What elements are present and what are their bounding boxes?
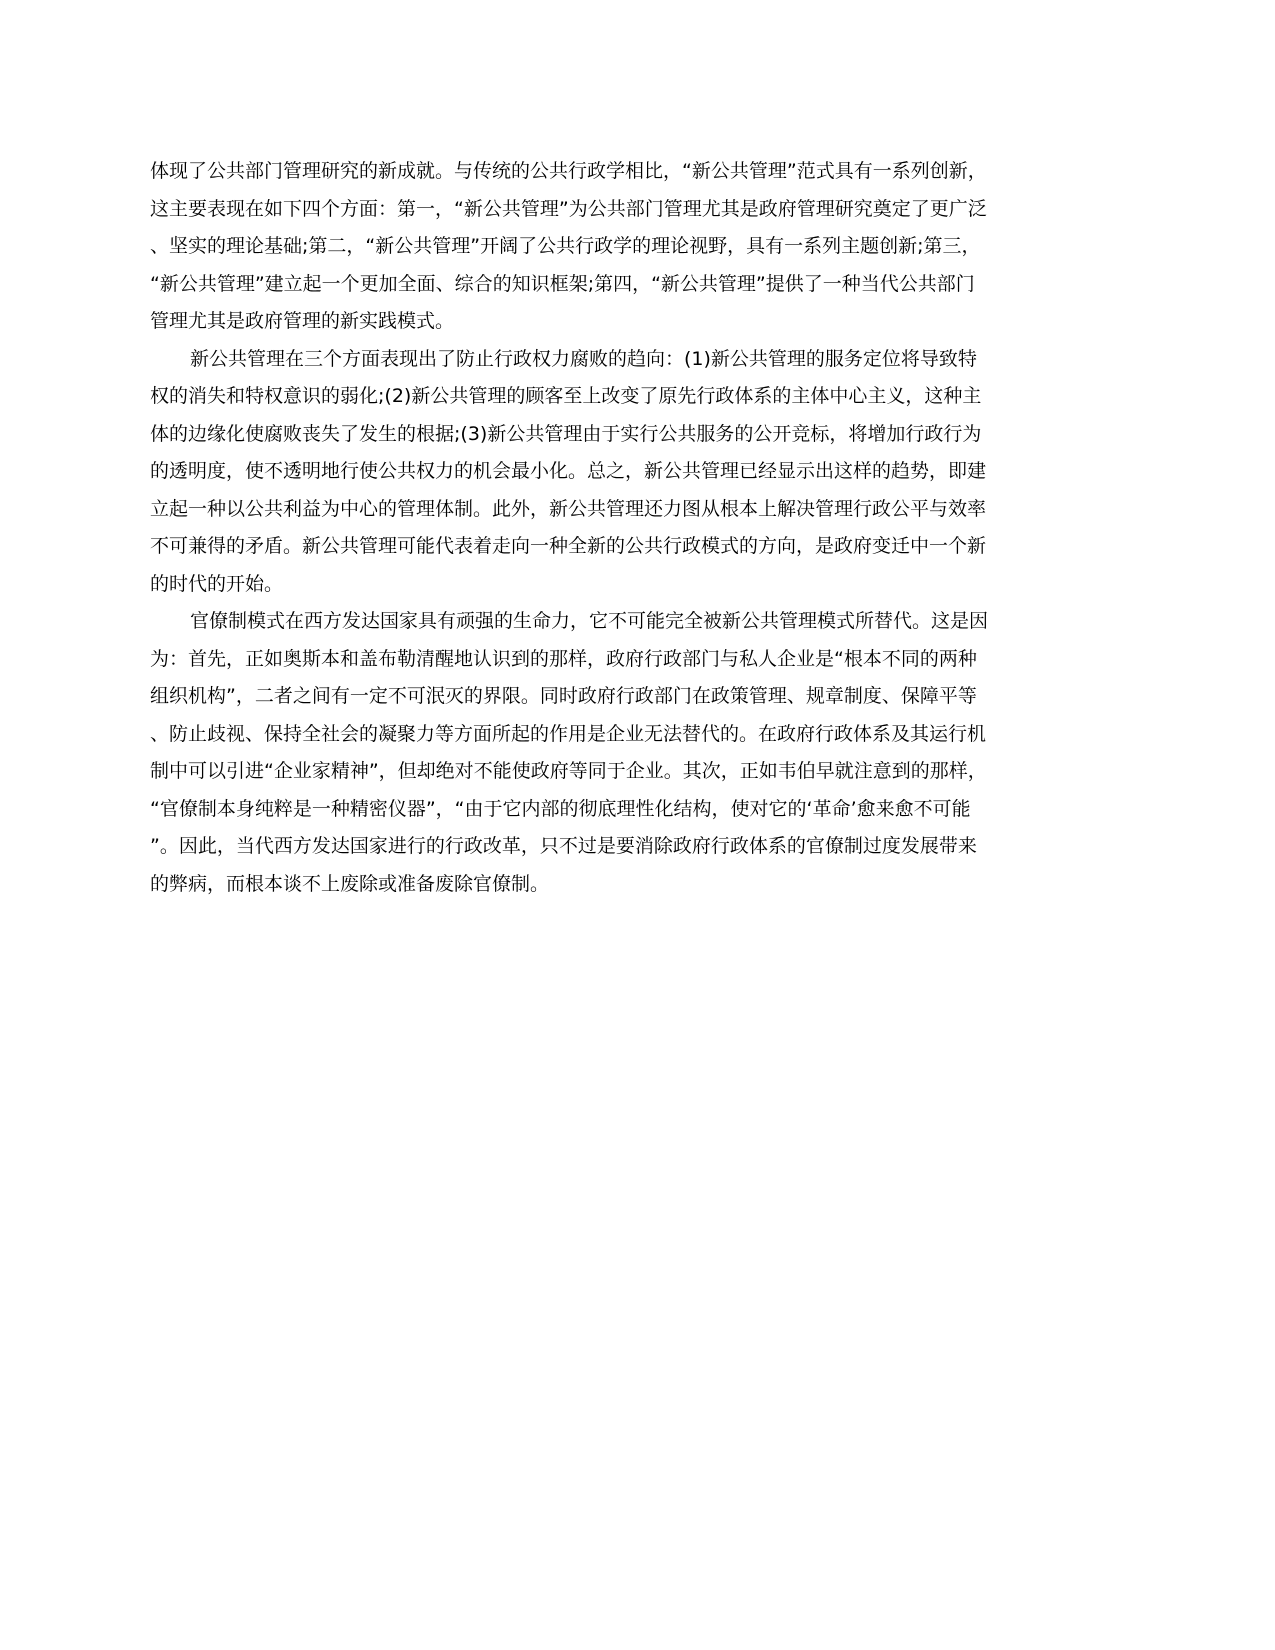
text-line: 不可兼得的矛盾。新公共管理可能代表着走向一种全新的公共行政模式的方向，是政府变迁中一个新 (150, 535, 987, 557)
text-line: 体现了公共部门管理研究的新成就。与传统的公共行政学相比，“新公共管理”范式具有一系列创新， (150, 160, 987, 182)
text-line: 权的消失和特权意识的弱化;(2)新公共管理的顾客至上改变了原先行政体系的主体中心主义，这种主 (150, 385, 982, 407)
text-line: 组织机构”，二者之间有一定不可泯灭的界限。同时政府行政部门在政策管理、规章制度、保障平等 (150, 685, 977, 707)
text-line: “官僚制本身纯粹是一种精密仪器”，“由于它内部的彻底理性化结构，使对它的‘革命’愈来愈不可能 (150, 797, 971, 820)
text-line: ”。因此，当代西方发达国家进行的行政改革，只不过是要消除政府行政体系的官僚制过度发展带来 (150, 835, 977, 857)
paragraph-first-line: 官僚制模式在西方发达国家具有顽强的生命力，它不可能完全被新公共管理模式所替代。这是因 (190, 610, 989, 632)
text-line: 、坚实的理论基础;第二，“新公共管理”开阔了公共行政学的理论视野，具有一系列主题创新;第三， (150, 235, 981, 257)
text-line: 的时代的开始。 (150, 572, 284, 595)
text-line: 这主要表现在如下四个方面：第一，“新公共管理”为公共部门管理尤其是政府管理研究奠定了更广泛 (150, 197, 987, 220)
text-line: 的弊病，而根本谈不上废除或准备废除官僚制。 (150, 872, 550, 895)
text-line: 体的边缘化使腐败丧失了发生的根据;(3)新公共管理由于实行公共服务的公开竞标，将增加行政行为 (150, 422, 982, 445)
text-line: 管理尤其是政府管理的新实践模式。 (150, 310, 455, 332)
text-line: 为：首先，正如奥斯本和盖布勒清醒地认识到的那样，政府行政部门与私人企业是“根本不同的两种 (150, 647, 977, 670)
text-line: “新公共管理”建立起一个更加全面、综合的知识框架;第四，“新公共管理”提供了一种当代公共部门 (150, 272, 975, 295)
document-body (150, 153, 1112, 903)
text-line: 制中可以引进“企业家精神”，但却绝对不能使政府等同于企业。其次，正如韦伯早就注意到的那样， (150, 760, 987, 782)
paragraph-first-line: 新公共管理在三个方面表现出了防止行政权力腐败的趋向：(1)新公共管理的服务定位将导致特 (190, 347, 977, 370)
text-line: 、防止歧视、保持全社会的凝聚力等方面所起的作用是企业无法替代的。在政府行政体系及其运行机 (150, 722, 987, 745)
text-line: 立起一种以公共利益为中心的管理体制。此外，新公共管理还力图从根本上解决管理行政公平与效率 (150, 497, 987, 520)
text-line: 的透明度，使不透明地行使公共权力的机会最小化。总之，新公共管理已经显示出这样的趋势，即建 (150, 460, 987, 482)
